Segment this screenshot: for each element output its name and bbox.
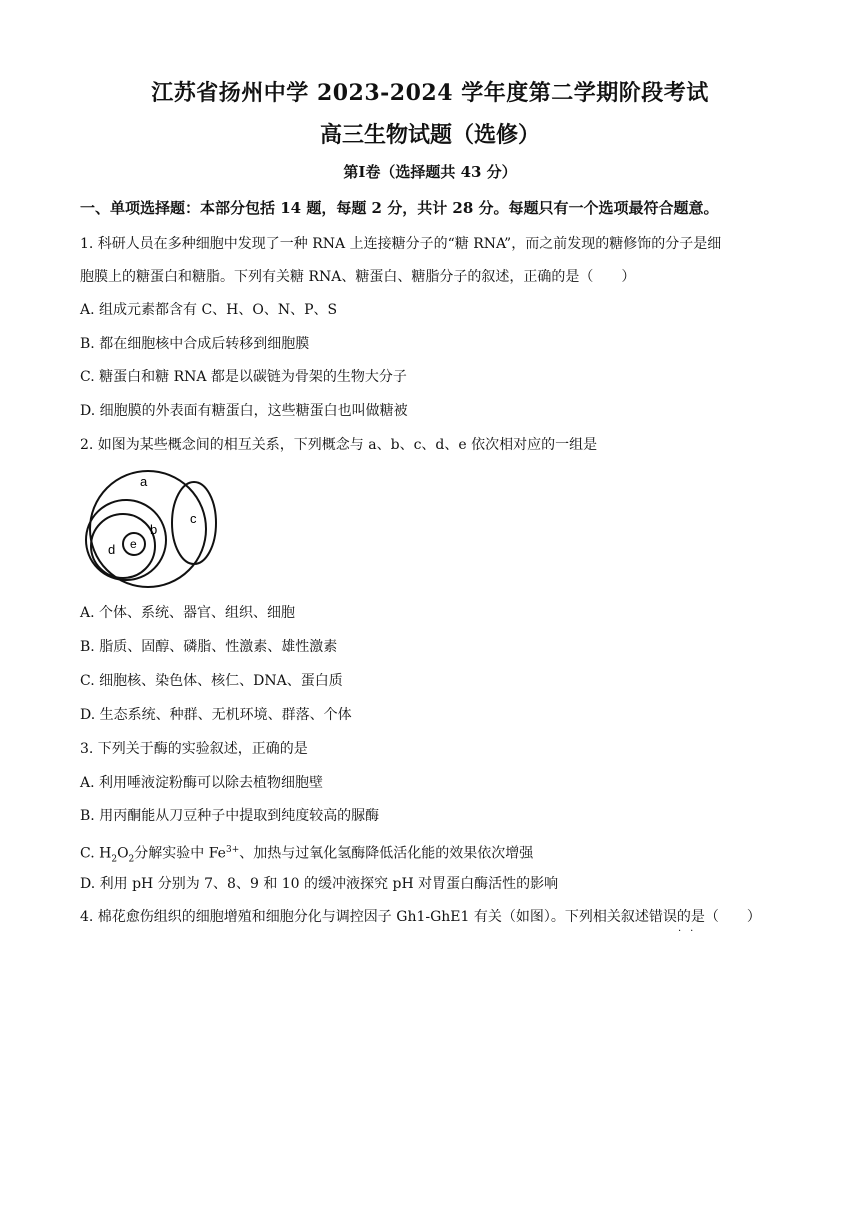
- q3-c-text1: 分解实验中 Fe: [134, 845, 226, 862]
- section-heading: 一、单项选择题：本部分包括 14 题，每题 2 分，共计 28 分。每题只有一个选项最符合题意。: [80, 199, 719, 217]
- q2-option-a: A. 个体、系统、器官、组织、细胞: [80, 605, 296, 621]
- label-c: c: [190, 511, 197, 526]
- label-b: b: [150, 522, 158, 537]
- exam-title: 江苏省扬州中学 2023-2024 学年度第二学期阶段考试: [151, 80, 709, 106]
- q3-c-sup: 3+: [225, 845, 240, 855]
- q3-c-prefix: C. H: [80, 845, 112, 862]
- q1-option-c: C. 糖蛋白和糖 RNA 都是以碳链为骨架的生物大分子: [80, 369, 407, 385]
- emphasis-dots: ··: [678, 926, 703, 937]
- q2-stem: 2. 如图为某些概念间的相互关系，下列概念与 a、b、c、d、e 依次相对应的一组是: [80, 437, 598, 453]
- q3-stem: 3. 下列关于酶的实验叙述，正确的是: [80, 741, 308, 757]
- q3-option-a: A. 利用唾液淀粉酶可以除去植物细胞壁: [80, 775, 324, 791]
- q3-option-c: [80, 840, 533, 869]
- q1-option-d: D. 细胞膜的外表面有糖蛋白，这些糖蛋白也叫做糖被: [80, 403, 408, 419]
- part-title: 第Ⅰ卷（选择题共 43 分）: [343, 163, 517, 181]
- q1-option-a: A. 组成元素都含有 C、H、O、N、P、S: [80, 302, 338, 318]
- q1-option-b: B. 都在细胞核中合成后转移到细胞膜: [80, 336, 310, 352]
- q3-c-text2: 、加热与过氧化氢酶降低活化能的效果依次增强: [239, 845, 534, 862]
- q3-option-d: D. 利用 pH 分别为 7、8、9 和 10 的缓冲液探究 pH 对胃蛋白酶活性的影响: [80, 876, 559, 892]
- concept-venn-diagram: [78, 468, 220, 590]
- exam-subtitle: 高三生物试题（选修）: [319, 122, 540, 148]
- q3-option-b: B. 用丙酮能从刀豆种子中提取到纯度较高的脲酶: [80, 808, 380, 824]
- q3-c-sub1: 2: [111, 854, 118, 865]
- q1-stem-line1: 1. 科研人员在多种细胞中发现了一种 RNA 上连接糖分子的“糖 RNA”，而之前发现的糖修饰的分子是细: [80, 236, 722, 252]
- q2-option-b: B. 脂质、固醇、磷脂、性激素、雄性激素: [80, 639, 338, 655]
- q3-c-sub2: 2: [128, 854, 135, 865]
- q4-stem: 4. 棉花愈伤组织的细胞增殖和细胞分化与调控因子 Gh1-GhE1 有关（如图）。下列相关叙述错误的是（ ）: [80, 909, 761, 925]
- q3-c-o: O: [117, 845, 129, 862]
- label-d: d: [108, 542, 116, 557]
- q2-option-c: C. 细胞核、染色体、核仁、DNA、蛋白质: [80, 673, 343, 689]
- label-a: a: [140, 474, 148, 489]
- label-e: e: [130, 537, 137, 551]
- q1-stem-line2: 胞膜上的糖蛋白和糖脂。下列有关糖 RNA、糖蛋白、糖脂分子的叙述，正确的是（ ）: [80, 269, 636, 285]
- q2-option-d: D. 生态系统、种群、无机环境、群落、个体: [80, 707, 352, 723]
